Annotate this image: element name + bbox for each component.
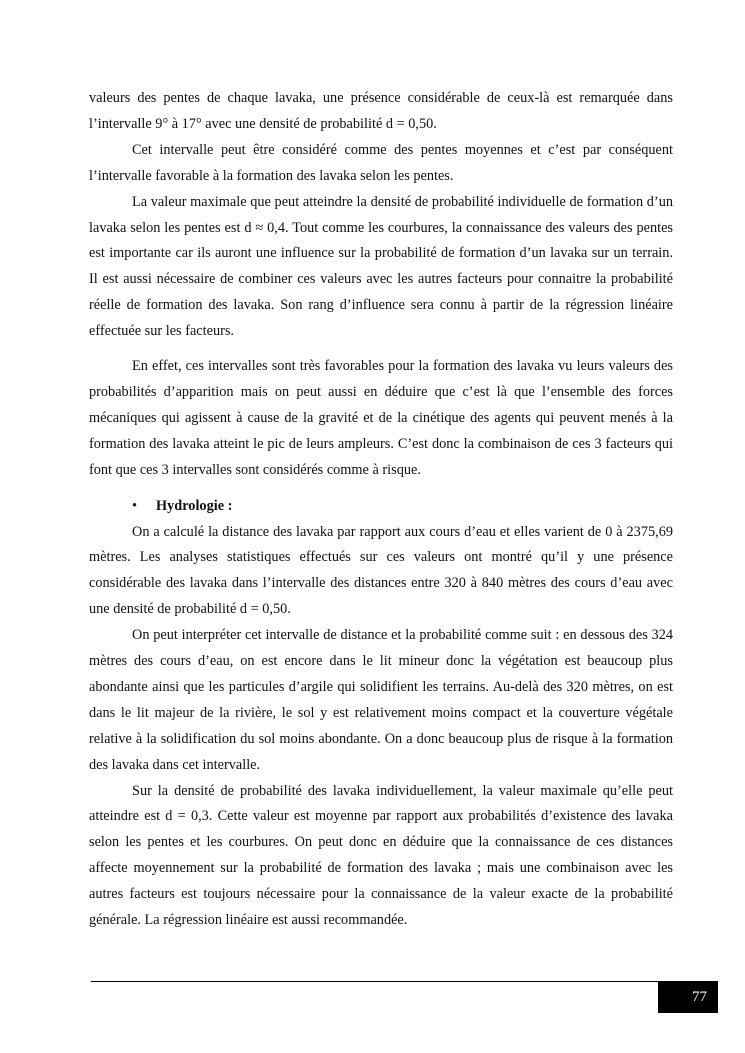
footer-divider [91, 981, 718, 982]
paragraph: La valeur maximale que peut atteindre la densité de probabilité individuelle de formation d’un lavaka selon les pentes est d ≈ 0,4. Tout comme les courbures, la connaissance des valeurs des pentes est importante car ils auront une influence sur la probabilité de formation d’un lavaka sur un terrain. Il est aussi nécessaire de combiner ces valeurs avec les autres facteurs pour connaitre la probabilité réelle de formation des lavaka. Son rang d’influence sera connu à partir de la régression linéaire effectuée sur les facteurs. [89, 193, 673, 340]
paragraph: En effet, ces intervalles sont très favorables pour la formation des lavaka vu leurs valeurs des probabilités d’apparition mais on peut aussi en déduire que c’est là que l’ensemble des forces mécaniques qui agissent à cause de la gravité et de la cinétique des agents qui peuvent menés à la formation des lavaka atteint le pic de leurs ampleurs. C’est donc la combinaison de ces 3 facteurs qui font que ces 3 intervalles sont considérés comme à risque. [89, 358, 673, 478]
section-heading-text: Hydrologie : [156, 497, 233, 514]
paragraph: Cet intervalle peut être considéré comme des pentes moyennes et c’est par conséquent l’intervalle favorable à la formation des lavaka selon les pentes. [89, 141, 673, 184]
paragraph: On peut interpréter cet intervalle de distance et la probabilité comme suit : en dessous des 324 mètres des cours d’eau, on est encore dans le lit mineur donc la végétation est beaucoup plus abondante ainsi que les particules d’argile qui solidifient les terrains. Au-delà des 320 mètres, on est dans le lit majeur de la rivière, le sol y est relativement moins compact et la couverture végétale relative à la solidification du sol moins abondante. On a donc beaucoup plus de risque à la formation des lavaka dans cet intervalle. [89, 627, 673, 773]
paragraph-continued: valeurs des pentes de chaque lavaka, une présence considérable de ceux-là est remarquée dans l’intervalle 9° à 17° avec une densité de probabilité d = 0,50. [89, 90, 673, 132]
paragraph: Sur la densité de probabilité des lavaka individuellement, la valeur maximale qu’elle peut atteindre est d = 0,3. Cette valeur est moyenne par rapport aux probabilités d’existence des lavaka selon les pentes et les courbures. On peut donc en déduire que la connaissance de ces distances affecte moyennement sur la probabilité de formation des lavaka ; mais une combinaison avec les autres facteurs est toujours nécessaire pour la connaissance de la valeur exacte de la probabilité générale. La régression linéaire est aussi recommandée. [89, 782, 673, 929]
section-heading-hydrologie [132, 494, 673, 520]
body-text [89, 86, 673, 934]
bullet-icon: • [132, 497, 138, 514]
page-number: 77 [658, 982, 718, 1013]
paragraph: On a calculé la distance des lavaka par rapport aux cours d’eau et elles varient de 0 à 2375,69 mètres. Les analyses statistiques effectués sur ces valeurs ont montré qu’il y une présence considérable des lavaka dans l’intervalle des distances entre 320 à 840 mètres des cours d’eau avec une densité de probabilité d = 0,50. [89, 523, 673, 618]
